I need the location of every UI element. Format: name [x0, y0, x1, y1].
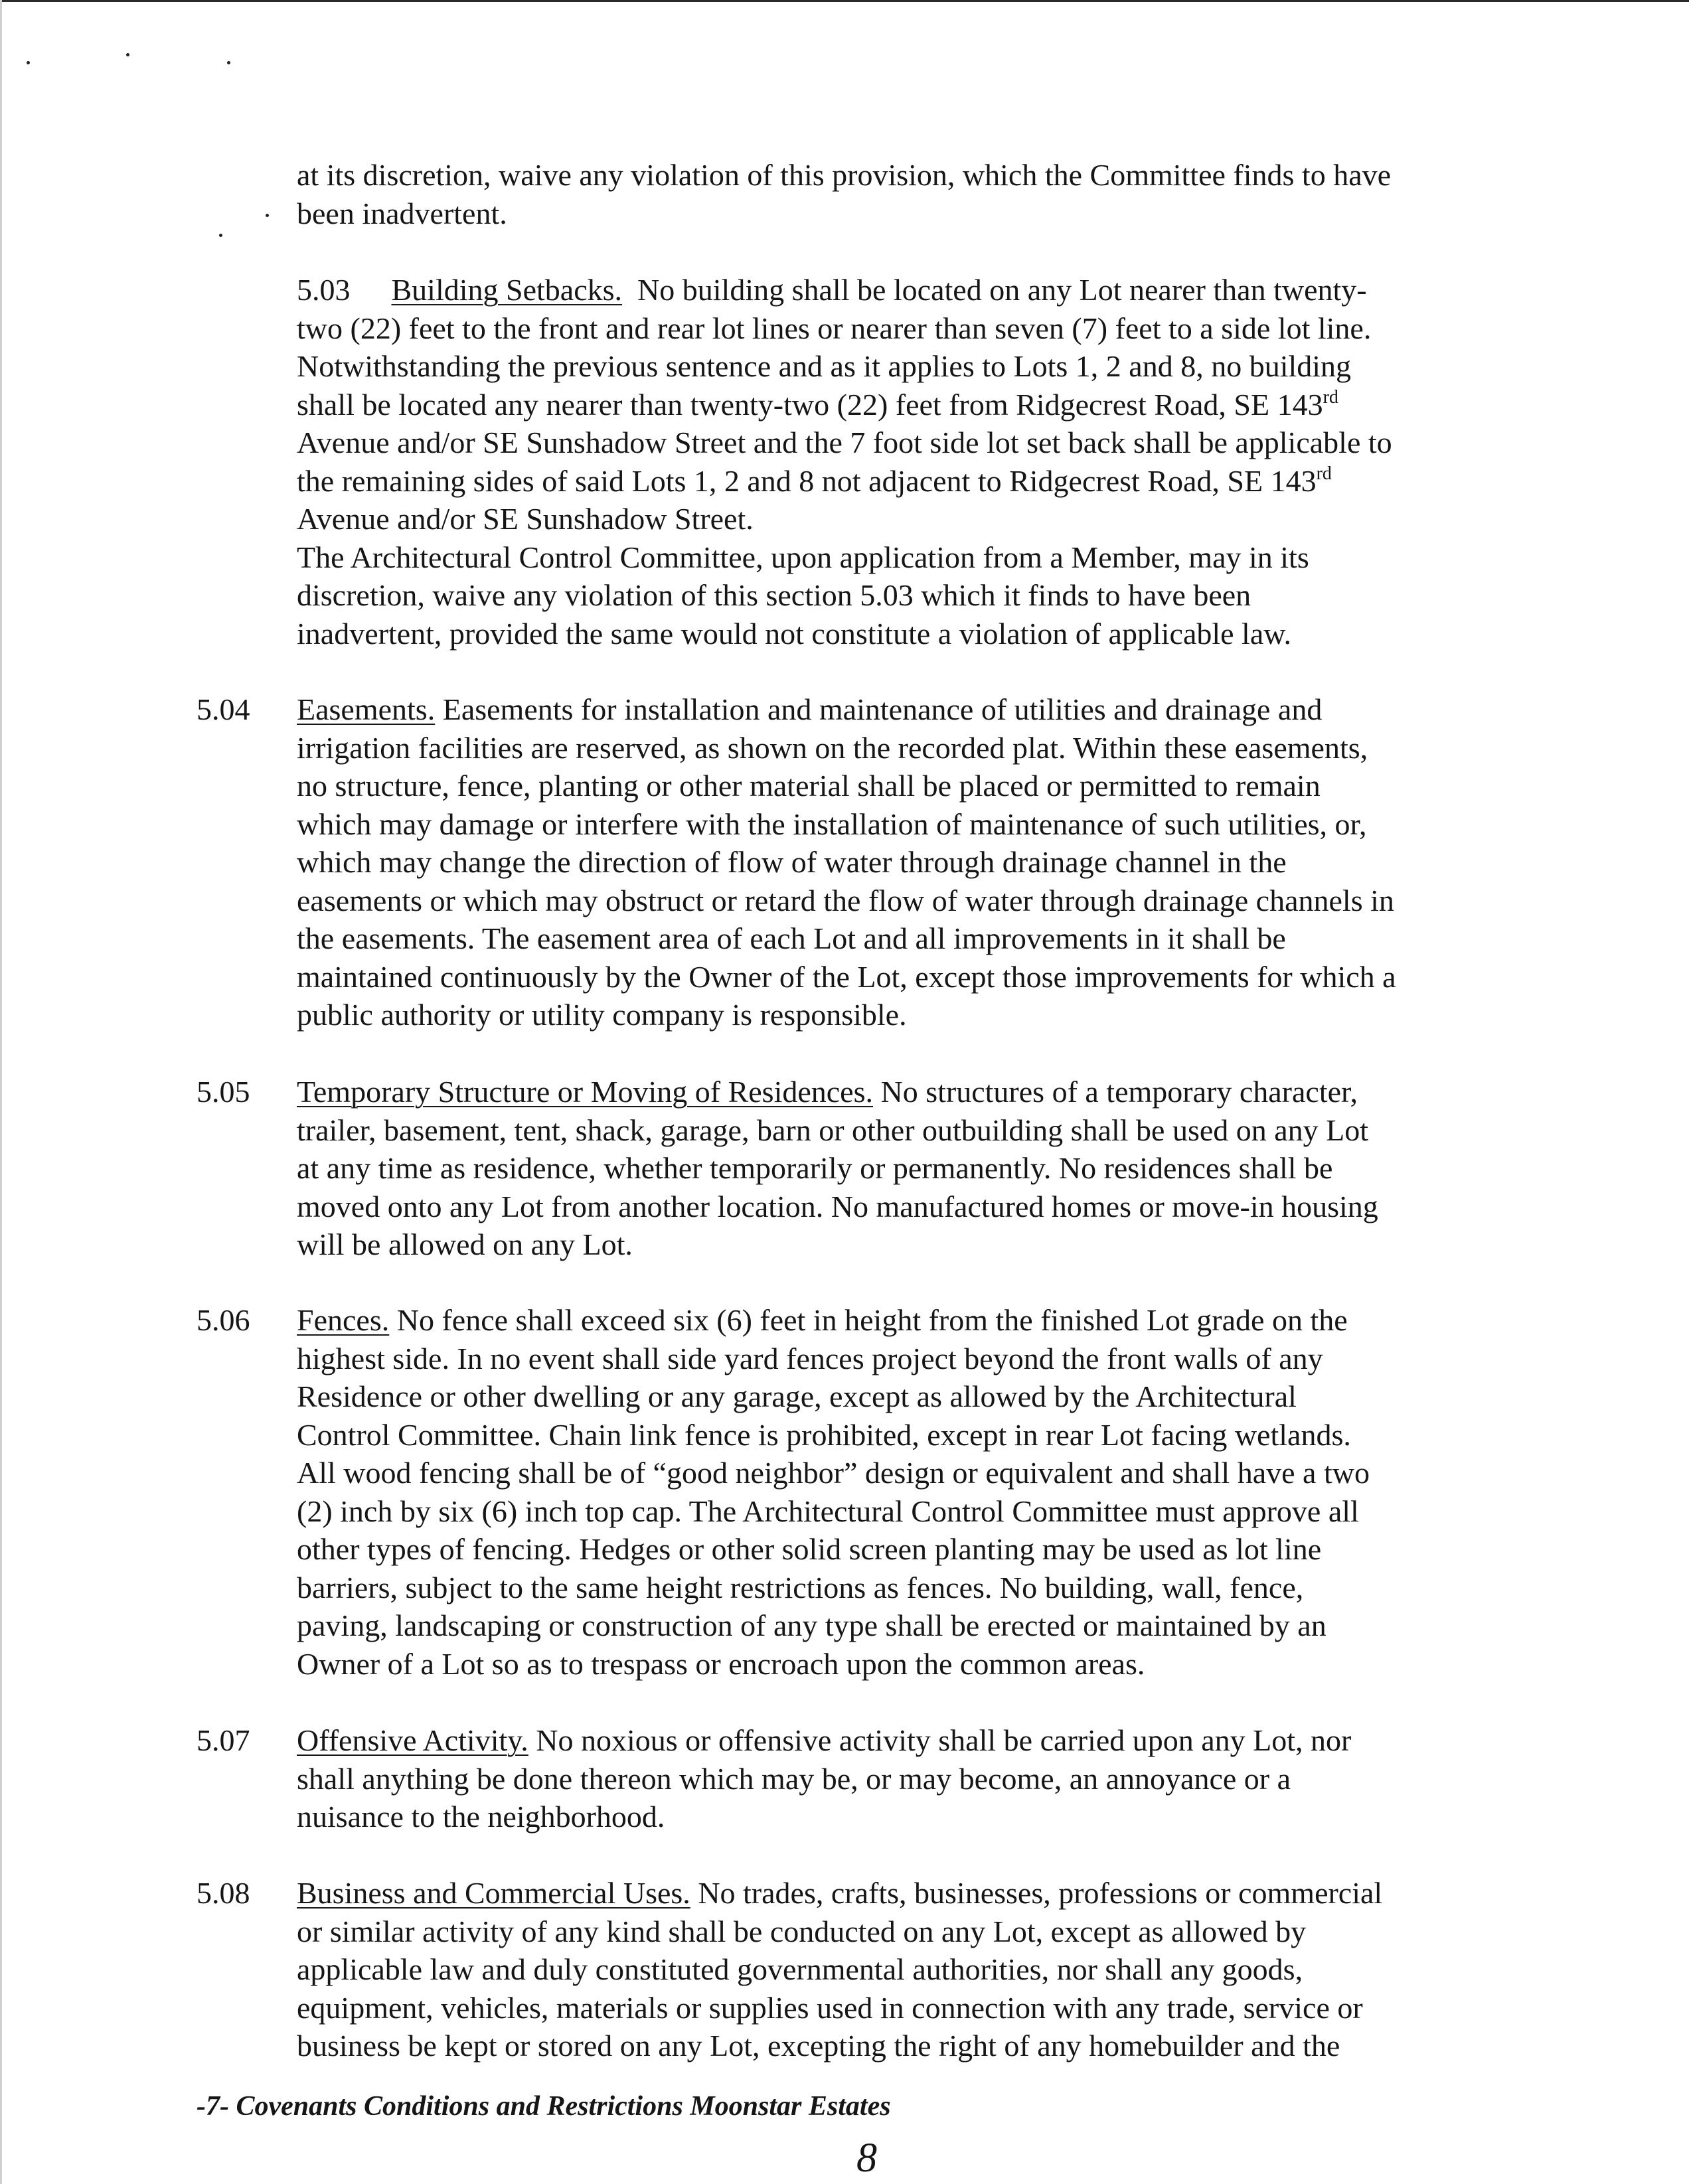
scan-left-edge [0, 0, 2, 2184]
scan-speck [219, 234, 222, 237]
section-5-07: Offensive Activity. No noxious or offensive activity shall be carried upon any Lot, nor shall anything be done thereon which may be, or may become, an annoyance or a nuisance to the neighborhood. [297, 1723, 1352, 1833]
section-number: 5.08 [197, 1876, 250, 1910]
section-title: Fences. [297, 1303, 390, 1337]
section-5-06: Fences. No fence shall exceed six (6) feet in height from the finished Lot grade on the highest side. In no event shall side yard fences project beyond the front walls of any Residence or other dwelling or any garage, except as allowed by the Architectural Control Committee. Chain link fence is prohibited, except in rear Lot facing wetlands. All wood fencing shall be of “good neighbor” design or equivalent and shall have a two (2) inch by six (6) inch top cap. The Architectural Control Committee must approve all other types of fencing. Hedges or other solid screen planting may be used as lot line barriers, subject to the same height restrictions as fences. No building, wall, fence, paving, landscaping or construction of any type shall be erected or maintained by an Owner of a Lot so as to trespass or encroach upon the common areas. [297, 1303, 1370, 1681]
handwritten-page-number: 8 [856, 2136, 877, 2181]
scan-speck [126, 53, 129, 56]
section-number: 5.05 [197, 1075, 250, 1109]
scan-speck [27, 61, 30, 64]
section-title: Building Setbacks. [391, 273, 623, 307]
section-number: 5.04 [197, 692, 250, 726]
section-5-04: Easements. Easements for installation and maintenance of utilities and drainage and irrigation facilities are reserved, as shown on the recorded plat. Within these easements, no structure, fence, planting or other material shall be placed or permitted to remain which may damage or interfere with the installation of maintenance of such utilities, or, which may change the direction of flow of water through drainage channel in the easements or which may obstruct or retard the flow of water through drainage channels in the easements. The easement area of each Lot and all improvements in it shall be maintained continuously by the Owner of the Lot, except those improvements for which a public authority or utility company is responsible. [297, 692, 1396, 1032]
section-title: Easements. [297, 692, 436, 726]
section-number: 5.06 [197, 1303, 250, 1337]
section-title: Offensive Activity. [297, 1723, 528, 1757]
section-5-05: Temporary Structure or Moving of Residences. No structures of a temporary character, trailer, basement, tent, shack, garage, barn or other outbuilding shall be used on any Lot at any time as residence, whether temporarily or permanently. No residences shall be moved onto any Lot from another location. No manufactured homes or move-in housing will be allowed on any Lot. [297, 1075, 1378, 1261]
scan-speck [227, 61, 230, 64]
scan-speck [266, 214, 269, 217]
section-5-03: 5.03 Building Setbacks. No building shall be located on any Lot nearer than twenty- two (22) feet to the front and rear lot lines or nearer than seven (7) feet to a side lot line. Notwithstanding the previous sentence and as it applies to Lots 1, 2 and 8, no building shall be located any nearer than twenty-two (22) feet from Ridgecrest Road, SE 143rd Avenue and/or SE Sunshadow Street and the 7 foot side lot set back shall be applicable to the remaining sides of said Lots 1, 2 and 8 not adjacent to Ridgecrest Road, SE 143rd Avenue and/or SE Sunshadow Street. The Architectural Control Committee, upon application from a Member, may in its discretion, waive any violation of this section 5.03 which it finds to have been inadvertent, provided the same would not constitute a violation of applicable law. [297, 273, 1392, 651]
section-number: 5.03 [297, 273, 351, 307]
scan-top-edge [0, 0, 1689, 2]
section-title: Temporary Structure or Moving of Residences. [297, 1075, 874, 1109]
intro-paragraph: at its discretion, waive any violation of this provision, which the Committee finds to have been inadvertent. [297, 158, 1392, 230]
page-footer: -7- Covenants Conditions and Restrictions Moonstar Estates [197, 2091, 891, 2122]
section-title: Business and Commercial Uses. [297, 1876, 690, 1910]
section-5-08: Business and Commercial Uses. No trades, crafts, businesses, professions or commercial or similar activity of any kind shall be conducted on any Lot, except as allowed by applicable law and duly constituted governmental authorities, nor shall any goods, equipment, vehicles, materials or supplies used in connection with any trade, service or business be kept or stored on any Lot, excepting the right of any homebuilder and the [297, 1876, 1383, 2063]
section-number: 5.07 [197, 1723, 250, 1757]
